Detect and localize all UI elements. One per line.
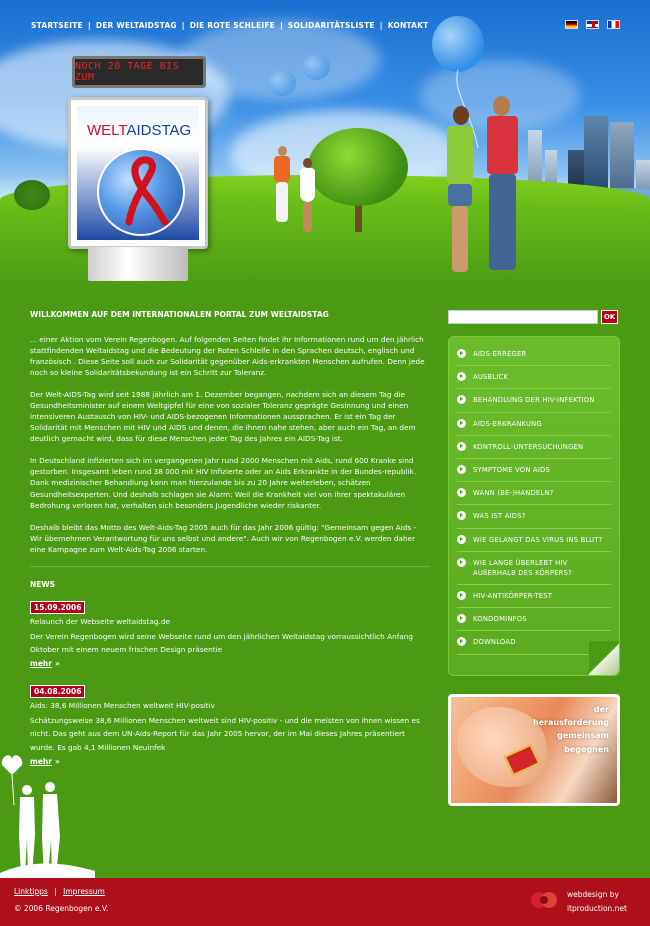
menu-item-label: BEHANDLUNG DER HIV-INFEKTION: [473, 396, 595, 405]
arrow-bullet-icon: [457, 442, 466, 451]
more-link[interactable]: [30, 658, 60, 670]
menu-item-behandlung[interactable]: [457, 389, 611, 412]
logo-text: [87, 122, 191, 139]
nav-separator: |: [87, 21, 91, 30]
weltaidstag-billboard[interactable]: [68, 97, 208, 249]
arrow-bullet-icon: [457, 558, 466, 567]
credit-line: webdesign by: [567, 890, 619, 899]
menu-item-ausblick[interactable]: [457, 366, 611, 389]
arrow-bullet-icon: [457, 637, 466, 646]
menu-item-label: WANN (BE-)HANDELN?: [473, 489, 554, 498]
itproduction-logo-icon[interactable]: [530, 890, 558, 910]
menu-item-was-ist-aids[interactable]: [457, 505, 611, 528]
promo-line: begegnen: [564, 744, 609, 754]
nav-separator: |: [279, 21, 283, 30]
news-title: Relaunch der Webseite weltaidstag.de: [30, 617, 170, 627]
promo-banner[interactable]: [448, 694, 620, 806]
nav-separator: |: [379, 21, 383, 30]
arrow-bullet-icon: [457, 419, 466, 428]
arrow-bullet-icon: [457, 591, 466, 600]
statistics-paragraph: In Deutschland infizierten sich im vergangenen Jahr rund 2000 Menschen mit Aids, rund 600 Kranke sind gestorben. Insgesamt leben rund 38 000 mit HIV Infizierte oder an Aids Erkrankte in der Bundes-republik. Dank medizinischer Behandlung kann man hierzulande bis zu 20 Jahre weiterleben, schätzen Gesundheitsexperten. Und deshalb schlagen sie Alarm: Weil die Krankheit viel von ihrer spektakulären Bedrohung verloren hat, verhalten sich besonders Jugendliche wieder riskanter.: [30, 456, 417, 510]
bush: [14, 180, 50, 210]
logo-blue: AIDSTAG: [126, 122, 192, 139]
top-navigation: [31, 21, 429, 30]
menu-item-label: KONDOMINFOS: [473, 615, 527, 624]
promo-line: gemeinsam: [557, 731, 609, 741]
header-scene: [0, 0, 650, 300]
news-date: 15.09.2006: [30, 601, 85, 615]
divider: [30, 566, 430, 567]
linktipps-link[interactable]: Linktipps: [14, 887, 48, 896]
menu-item-kondominfos[interactable]: [457, 608, 611, 631]
promo-text: [533, 703, 609, 756]
menu-item-label: DOWNLOAD: [473, 638, 516, 647]
menu-item-label: AUSBLICK: [473, 373, 509, 382]
impressum-link[interactable]: Impressum: [63, 887, 105, 896]
copyright: © 2006 Regenbogen e.V.: [14, 904, 109, 913]
tree: [308, 128, 408, 206]
countdown-sign: NOCH 20 TAGE BIS ZUM: [72, 56, 206, 88]
menu-item-label: SYMPTOME VON AIDS: [473, 465, 550, 474]
nav-startseite[interactable]: STARTSEITE: [31, 21, 83, 30]
heart-balloon: [432, 16, 484, 72]
history-paragraph: Der Welt-AIDS-Tag wird seit 1988 jährlich am 1. Dezember begangen, nachdem sich an diesem Tag die Gesundheitsminister auf einem Weltgipfel für eine von sozialer Toleranz geprägte Gesinnung und einen intensiveren Austausch von HIV- und AIDS-bezogenen Informationen aussprachen. Er ist ein Tag der Solidarität mit Menschen mit HIV und AIDS und denen, die ihnen nahe stehen, aber auch ein Tag, an dem deutlich gemacht wird, dass für diese Menschen jeder Tag des Jahres ein AIDS-Tag ist.: [30, 389, 416, 444]
arrow-bullet-icon: [457, 488, 466, 497]
menu-item-aids-erreger[interactable]: [457, 343, 611, 366]
skyscraper: [610, 122, 634, 190]
footer-separator: |: [54, 887, 57, 896]
red-ribbon-icon: [99, 150, 183, 234]
skyscraper: [584, 116, 608, 190]
more-label: mehr: [30, 659, 52, 669]
menu-item-download[interactable]: [457, 631, 611, 654]
billboard-base: [88, 247, 188, 281]
page-curl-decoration: [589, 641, 619, 675]
nav-die-rote-schleife[interactable]: DIE ROTE SCHLEIFE: [189, 21, 275, 30]
flag-german-icon[interactable]: [565, 20, 578, 29]
promo-line: herausforderung: [532, 718, 609, 728]
menu-item-kontroll-untersuchungen[interactable]: [457, 436, 611, 459]
credit-line: itproduction.net: [567, 904, 627, 914]
menu-item-label: WAS IST AIDS?: [473, 512, 526, 521]
search-ok-button[interactable]: OK: [601, 310, 618, 324]
arrow-bullet-icon: [457, 372, 466, 381]
nav-der-weltaidstag[interactable]: DER WELTAIDSTAG: [95, 21, 177, 30]
menu-item-label: AIDS-ERREGER: [473, 350, 527, 358]
nav-separator: |: [181, 21, 185, 30]
menu-item-antikoerper-test[interactable]: [457, 585, 611, 608]
menu-item-label: AIDS-ERKRANKUNG: [473, 419, 542, 428]
flag-english-icon[interactable]: [586, 20, 599, 29]
double-arrow-icon: »: [54, 757, 60, 767]
nav-kontakt[interactable]: KONTAKT: [387, 21, 429, 30]
arrow-bullet-icon: [457, 395, 466, 404]
skyscraper: [636, 160, 650, 190]
arrow-bullet-icon: [457, 614, 466, 623]
news-date: 04.08.2006: [30, 685, 85, 699]
language-switcher: [565, 20, 620, 29]
heart-balloon: [268, 70, 296, 96]
arrow-bullet-icon: [457, 511, 466, 520]
heart-balloon: [302, 54, 330, 80]
nav-solidaritaetsliste[interactable]: SOLIDARITÄTSLISTE: [287, 21, 375, 30]
menu-item-wann-handeln[interactable]: [457, 482, 611, 505]
menu-item-label: WIE LANGE ÜBERLEBT HIV AUßERHALB DES KÖRPERS?: [473, 558, 572, 577]
search-input[interactable]: [448, 310, 598, 324]
more-label: mehr: [30, 757, 52, 767]
menu-item-virus-ins-blut[interactable]: [457, 529, 611, 552]
arrow-bullet-icon: [457, 349, 466, 358]
news-heading: NEWS: [30, 579, 56, 589]
news-text: Der Verein Regenbogen wird seine Webseite rund um den jährlichen Weltaidstag vorraussichtlich Anfang Oktober mit einem neuem frischen Design präsentie: [30, 631, 413, 655]
flag-french-icon[interactable]: [607, 20, 620, 29]
menu-item-label: WIE GELANGT DAS VIRUS INS BLUT?: [473, 535, 603, 544]
couple-silhouette-icon: [0, 745, 95, 880]
motto-paragraph: Deshalb bleibt das Motto des Welt-Aids-Tag 2005 auch für das Jahr 2006 gültig: "Gemeinsam gegen Aids - Wir übernehmen Verantwortung für uns selbst und andere". Auch wir von Regenbogen e.V. werden daher eine Kampagne zum Welt-Aids-Tag 2006 starten.: [30, 522, 417, 554]
globe-icon: [97, 148, 185, 236]
news-text: Schätzungsweise 38,6 Millionen Menschen weltweit sind HIV-positiv - und die meisten von ihnen wissen es nicht. Das geht aus dem UN-Aids-Report für das Jahr 2005 hervor, der im Mai dieses Jahres präsentiert wurde. Es gab 4,1 Millionen Neuinfek: [30, 715, 420, 753]
double-arrow-icon: »: [54, 659, 60, 669]
footer-links: [14, 887, 105, 896]
menu-item-symptome[interactable]: [457, 459, 611, 482]
menu-item-label: KONTROLL-UNTERSUCHUNGEN: [473, 442, 584, 451]
webdesign-credit[interactable]: [567, 888, 627, 917]
promo-line: der: [593, 705, 609, 714]
billboard-poster: [77, 106, 199, 240]
main-content: [30, 309, 430, 779]
menu-item-hiv-ausserhalb[interactable]: [457, 552, 611, 585]
topic-menu: [448, 336, 620, 676]
menu-item-label: HIV-ANTIKÖRPER-TEST: [473, 592, 553, 601]
menu-item-aids-erkrankung[interactable]: [457, 413, 611, 436]
footer: [0, 878, 650, 926]
news-item: [30, 601, 430, 671]
arrow-bullet-icon: [457, 535, 466, 544]
arrow-bullet-icon: [457, 465, 466, 474]
logo-red: WELT: [87, 122, 127, 139]
intro-paragraph: ... einer Aktion vom Verein Regenbogen. Auf folgenden Seiten findet ihr Informationen rund um den jährlich stattfindenden Weltaidstag und die Bedeutung der Roten Schleife in den Sprachen deutsch, englisch und französisch . Diese Seite soll auch zur Solidarität gegenüber Aids-erkrankten Menschen aufrufen. Denn jede noch so kleine Solidaritätsbekundung ist ein Schritt zur Toleranz.: [30, 334, 425, 377]
page-title: WILLKOMMEN AUF DEM INTERNATIONALEN PORTAL ZUM WELTAIDSTAG: [30, 310, 329, 319]
news-title: Aids: 38,6 Millionen Menschen weltweit HIV-positiv: [30, 701, 215, 711]
